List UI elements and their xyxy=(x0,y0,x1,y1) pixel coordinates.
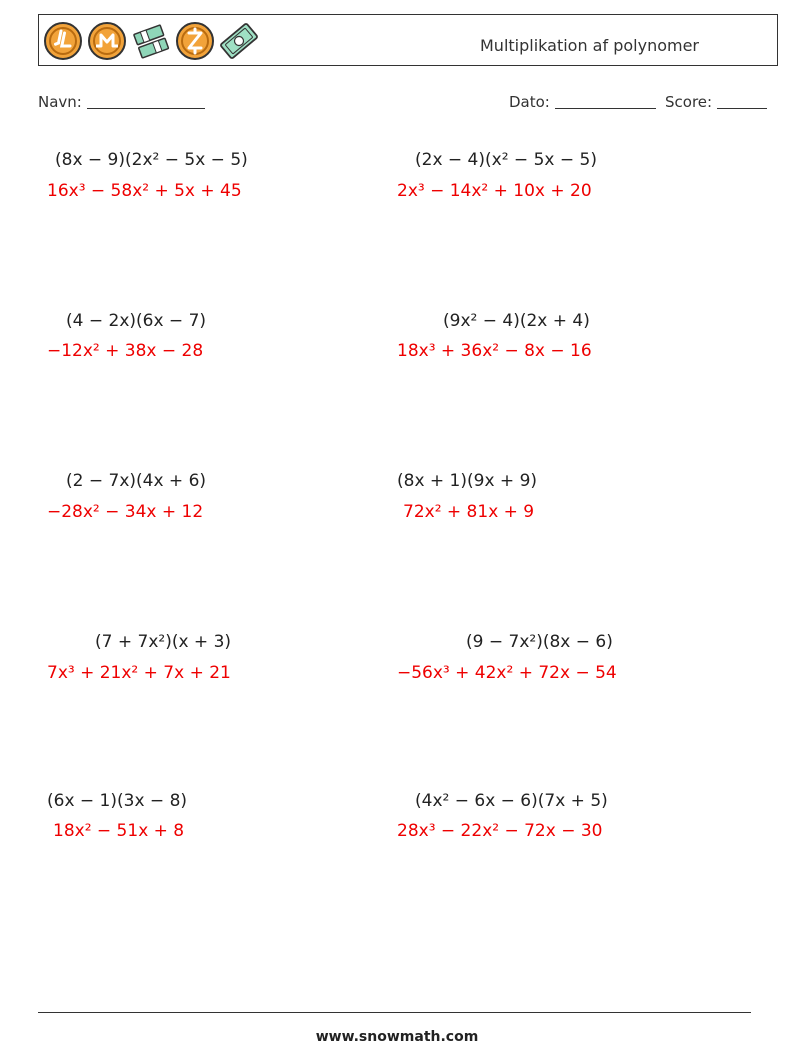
score-field xyxy=(665,93,767,111)
name-label: Navn: xyxy=(38,93,82,111)
footer-url[interactable]: www.snowmath.com xyxy=(315,1029,479,1045)
score-blank[interactable] xyxy=(717,94,767,109)
problem-7-answer: 7x³ + 21x² + 7x + 21 xyxy=(47,663,231,683)
header-icons xyxy=(43,21,259,61)
worksheet-title: Multiplikation af polynomer xyxy=(480,36,699,55)
problem-8-question: (9 − 7x²)(8x − 6) xyxy=(466,632,613,652)
litecoin-coin-icon xyxy=(43,21,83,61)
problem-9-answer: 18x² − 51x + 8 xyxy=(53,821,185,841)
problem-3-answer: −12x² + 38x − 28 xyxy=(47,341,204,361)
problem-5-question: (2 − 7x)(4x + 6) xyxy=(66,471,207,491)
problem-7-question: (7 + 7x²)(x + 3) xyxy=(95,632,232,652)
problem-4-answer: 18x³ + 36x² − 8x − 16 xyxy=(397,341,592,361)
banknote-stack-icon xyxy=(131,21,171,61)
score-label: Score: xyxy=(665,93,713,111)
problem-6-question: (8x + 1)(9x + 9) xyxy=(397,471,538,491)
problem-1-answer: 16x³ − 58x² + 5x + 45 xyxy=(47,181,242,201)
date-blank[interactable] xyxy=(555,94,656,109)
problem-1-question: (8x − 9)(2x² − 5x − 5) xyxy=(55,150,248,170)
worksheet-header xyxy=(38,14,778,66)
footer-divider xyxy=(38,1012,751,1013)
date-field xyxy=(509,93,656,111)
zcash-coin-icon xyxy=(175,21,215,61)
monero-coin-icon xyxy=(87,21,127,61)
problem-2-question: (2x − 4)(x² − 5x − 5) xyxy=(415,150,597,170)
date-label: Dato: xyxy=(509,93,550,111)
name-field xyxy=(38,93,205,111)
problem-10-question: (4x² − 6x − 6)(7x + 5) xyxy=(415,791,608,811)
problem-9-question: (6x − 1)(3x − 8) xyxy=(47,791,188,811)
problem-6-answer: 72x² + 81x + 9 xyxy=(403,502,535,522)
name-blank[interactable] xyxy=(87,94,205,109)
problem-8-answer: −56x³ + 42x² + 72x − 54 xyxy=(397,663,617,683)
problem-3-question: (4 − 2x)(6x − 7) xyxy=(66,311,207,331)
problem-5-answer: −28x² − 34x + 12 xyxy=(47,502,204,522)
problem-10-answer: 28x³ − 22x² − 72x − 30 xyxy=(397,821,603,841)
dollar-bill-icon xyxy=(219,21,259,61)
problem-4-question: (9x² − 4)(2x + 4) xyxy=(443,311,590,331)
problem-2-answer: 2x³ − 14x² + 10x + 20 xyxy=(397,181,592,201)
